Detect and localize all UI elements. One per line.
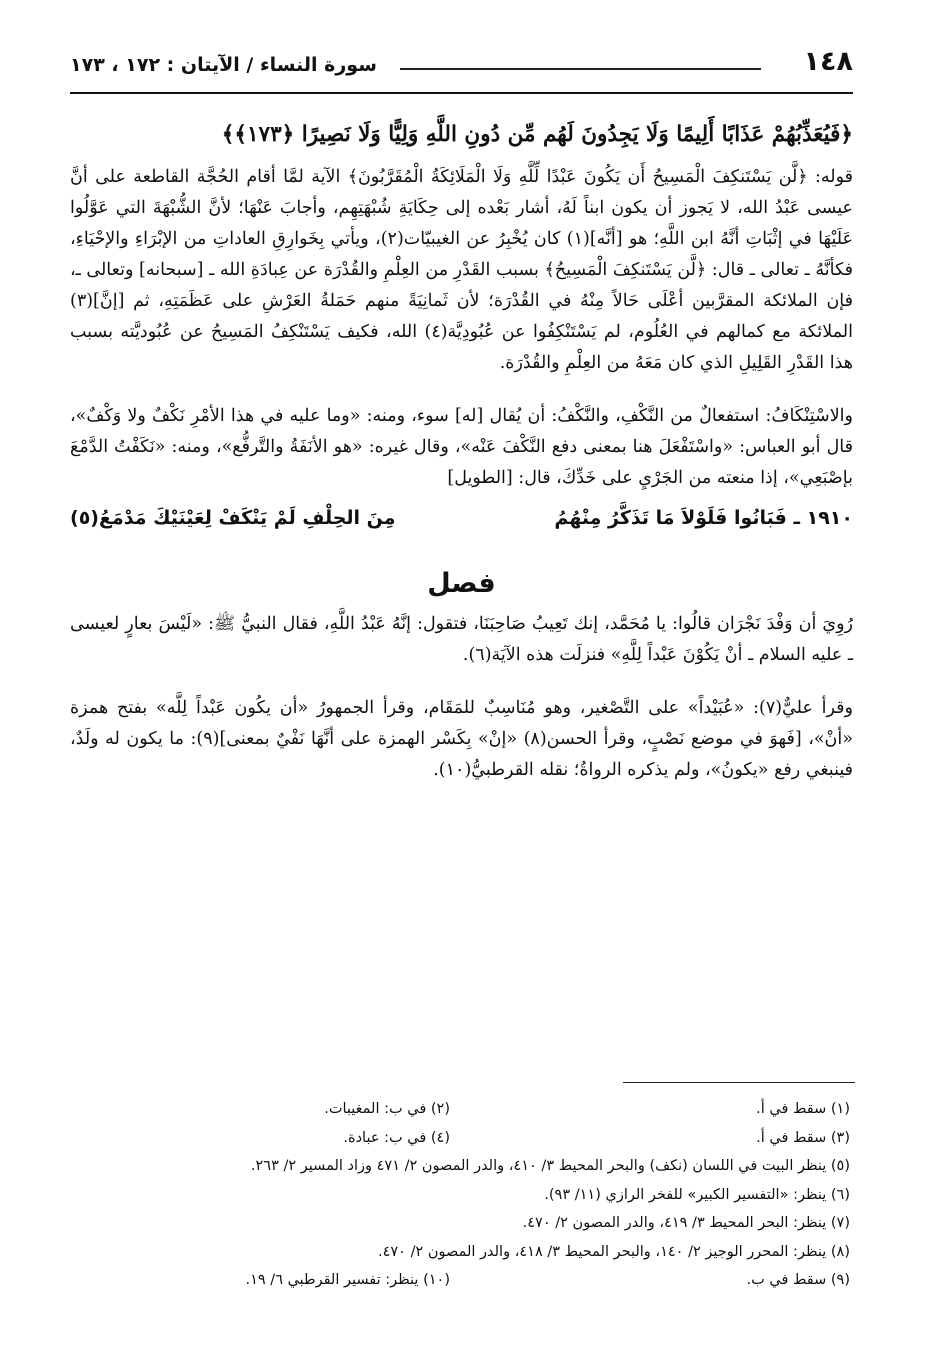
footnote-row — [70, 1124, 850, 1153]
footnote-2: (٢) في ب: المغيبات. — [324, 1101, 450, 1117]
poem-hemistich1-text: فَبَانُوا فَلَوْلاَ مَا تَذَكَّرُ مِنْهُمُ — [554, 507, 787, 529]
page-header — [70, 40, 853, 92]
footnote-row — [70, 1095, 850, 1124]
footnote-9: (٩) سقط في ب. — [746, 1272, 850, 1288]
poem-second-hemistich: مِنَ الحِلْفِ لَمْ يَنْكَفْ لِعَيْنَيْكَ مَدْمَعُ(٥) — [70, 507, 396, 529]
main-text — [70, 112, 853, 786]
footnote-10: (١٠) ينظر: تفسير القرطبي ٦/ ١٩. — [245, 1272, 450, 1288]
header-line — [400, 68, 761, 70]
paragraph-najran: رُوِيَ أن وَفْدَ نَجْرَان قالُوا: يا مُحَمَّد، إنك تَعِيبُ صَاحِبَنَا، فتقول: إنَّهُ عَبْدُ اللَّهِ، فقال النبيُّ ﷺ: «لَيْسَ بعارٍ لعيسى ـ عليه السلام ـ أنْ يَكُوْنَ عَبْداً لِلَّهِ» فنزلَت هذه الآيَة(٦). — [70, 614, 853, 665]
footnote-3: (٣) سقط في أ. — [756, 1129, 850, 1146]
paragraph-readings: وقرأ عليٌّ(٧): «عُبَيْداً» على التَّصْغير، وهو مُنَاسِبٌ للمَقَام، وقرأ الجمهورُ «أن يكُون عَبْداً لِلَّه» بفتح همزة «أنْ»، [فَهوَ في موضع نَصْبٍ، وقرأ الحسن(٨) «إنْ» بِكَسْر الهمزة على أنَّهَا نَفْيٌ بمعنى](٩): ما يكون له ولَدٌ، فينبغي رفع «يكونُ»، ولم يذكره الرواةُ؛ نقله القرطبيُّ(١٠). — [70, 698, 853, 780]
footnote-1: (١) سقط في أ. — [756, 1101, 850, 1117]
footnote-row — [70, 1266, 850, 1295]
header-rule — [70, 92, 853, 94]
footnote-6: (٦) ينظر: «التفسير الكبير» للفخر الرازي (١١/ ٩٣). — [544, 1186, 850, 1203]
footnote-4: (٤) في ب: عبادة. — [343, 1129, 450, 1146]
page-number: ١٤٨ — [803, 46, 853, 77]
footnote-separator — [623, 1082, 855, 1083]
paragraph-commentary: قوله: ﴿لَّن يَسْتَنكِفَ الْمَسِيحُ أَن يَكُونَ عَبْدًا لِّلَّهِ وَلَا الْمَلَائِكَةُ الْمُقَرَّبُونَ﴾ الآية لمَّا أقام الحُجَّة القاطعة على أنَّ عيسى عَبْدُ الله، لا يَجوز أن يكون ابناً لَهُ، أشار بَعْده إلى حِكَايَةِ شُبْهَتِهِم، وأجابَ عَنْهَا؛ لأنَّ الشُّبْهَةَ التي عَوَّلُوا عَلَيْهَا في إثْبَاتِ أنَّهُ ابن اللَّهِ؛ هو [أنَّه](١) كان يُخْبِرُ عن الغيبيّات(٢)، ويأتي بِخَوارِقِ العاداتِ من الإبْرَاءِ والإحْيَاءِ، فكأنَّهُ ـ تعالى ـ قال: ﴿لَّن يَسْتَنكِفَ الْمَسِيحُ﴾ بسبب القَدْرِ من العِلْمِ والقُدْرَة عن عِبادَةِ الله ـ [سبحانه] وتعالى ـ، فإن الملائكة المقرَّبين أعْلَى حَالاً مِنْهُ في القُدْرَة؛ لأن ثَمانِيَةً منهم حَمَلةُ العَرْشِ على عَظَمَتِهِ، ثم [إنَّ](٣) الملائكة مع كمالهم في العُلُوم، لم يَسْتَنْكِفُوا عن عُبُودِيَّة(٤) الله، فكيف يَسْتَنْكِفُ المَسِيحُ عن عُبُوديَّته بسبب هذا القَدْرِ القَلِيلِ الذي كان مَعَهُ من العِلْمِ والقُدْرَة. — [70, 167, 854, 373]
quran-verse: ﴿فَيُعَذِّبُهُمْ عَذَابًا أَلِيمًا وَلَا يَجِدُونَ لَهُم مِّن دُونِ اللَّهِ وَلِيًّا وَلَا نَصِيرًا ﴿١٧٣﴾﴾ — [221, 122, 853, 147]
poem-first-hemistich — [554, 498, 853, 538]
poem-number: ١٩١٠ ـ — [793, 507, 853, 529]
footnote-7: (٧) ينظر: البحر المحيط ٣/ ٤١٩، والدر المصون ٢/ ٤٧٠. — [522, 1215, 850, 1231]
footnote-8: (٨) ينظر: المحرر الوجيز ٢/ ١٤٠، والبحر المحيط ٣/ ٤١٨، والدر المصون ٢/ ٤٧٠. — [377, 1243, 850, 1260]
spacer — [70, 379, 853, 401]
section-heading: فصل — [427, 568, 496, 599]
footnotes — [70, 1095, 850, 1295]
header-title: سورة النساء / الآيتان : ١٧٢ ، ١٧٣ — [70, 54, 377, 76]
spacer — [70, 671, 853, 693]
paragraph-istinkaf: والاسْتِنْكَافُ: استفعالٌ من النَّكْفِ، والنَّكْفُ: أن يُقال [له] سوء، ومنه: «وما عليه في هذا الأمْرِ نَكْفٌ ولا وَكْفٌ»، قال أبو العباس: «واسْتَفْعَلَ هنا بمعنى دفع النَّكْفَ عَنْه»، وقال غيره: «هو الأنَفَةُ والتَّرفُّع»، ومنه: «نَكَفْتُ الدَّمْعَ بإصْبَعِي»، إذا منعته من الجَرْيِ على خَدِّكَ، قال: [الطويل] — [70, 406, 853, 488]
poem-verse — [70, 498, 853, 538]
footnote-5: (٥) ينظر البيت في اللسان (نكف) والبحر المحيط ٣/ ٤١٠، والدر المصون ٢/ ٤٧١ وزاد المسير ٢/ ٢٦٣. — [250, 1158, 850, 1174]
